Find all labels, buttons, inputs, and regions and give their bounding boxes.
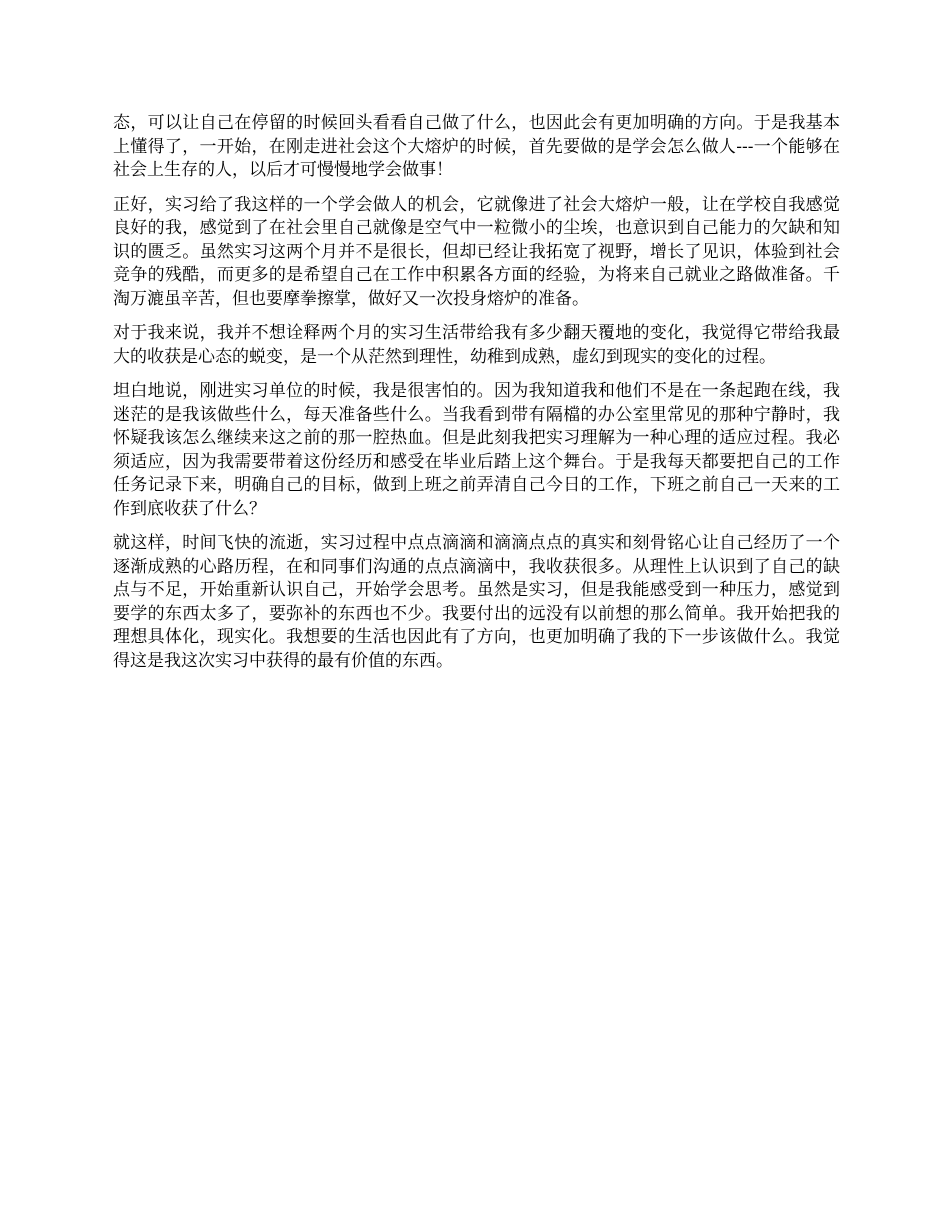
paragraph-1: 态，可以让自己在停留的时候回头看看自己做了什么，也因此会有更加明确的方向。于是我基本上懂得了，一开始，在刚走进社会这个大熔炉的时候，首先要做的是学会怎么做人---一个能够在社会上生存的人，以后才可慢慢地学会做事！ [113, 113, 840, 180]
paragraph-2: 正好，实习给了我这样的一个学会做人的机会，它就像进了社会大熔炉一般，让在学校自我感觉良好的我，感觉到了在社会里自己就像是空气中一粒微小的尘埃，也意识到自己能力的欠缺和知识的匮乏。虽然实习这两个月并不是很长，但却已经让我拓宽了视野，增长了见识，体验到社会竞争的残酷，而更多的是希望自己在工作中积累各方面的经验，为将来自己就业之路做准备。千淘万漉虽辛苦，但也要摩拳擦掌，做好又一次投身熔炉的准备。 [113, 194, 840, 309]
paragraph-5: 就这样，时间飞快的流逝，实习过程中点点滴滴和滴滴点点的真实和刻骨铭心让自己经历了一个逐渐成熟的心路历程，在和同事们沟通的点点滴滴中，我收获很多。从理性上认识到了自己的缺点与不足，开始重新认识自己，开始学会思考。虽然是实习，但是我能感受到一种压力，感觉到要学的东西太多了，要弥补的东西也不少。我要付出的远没有以前想的那么简单。我开始把我的理想具体化，现实化。我想要的生活也因此有了方向，也更加明确了我的下一步该做什么。我觉得这是我这次实习中获得的最有价值的东西。 [113, 533, 840, 671]
document-body [113, 112, 840, 684]
paragraph-4: 坦白地说，刚进实习单位的时候，我是很害怕的。因为我知道我和他们不是在一条起跑在线，我迷茫的是我该做些什么，每天准备些什么。当我看到带有隔檔的办公室里常见的那种宁静时，我怀疑我该怎么继续来这之前的那一腔热血。但是此刻我把实习理解为一种心理的适应过程。我必须适应，因为我需要带着这份经历和感受在毕业后踏上这个舞台。于是我每天都要把自己的工作任务记录下来，明确自己的目标，做到上班之前弄清自己今日的工作，下班之前自己一天来的工作到底收获了什么？ [113, 381, 840, 519]
paragraph-3: 对于我来说，我并不想诠释两个月的实习生活带给我有多少翻天覆地的变化，我觉得它带给我最大的收获是心态的蜕变，是一个从茫然到理性，幼稚到成熟，虚幻到现实的变化的过程。 [113, 323, 840, 367]
